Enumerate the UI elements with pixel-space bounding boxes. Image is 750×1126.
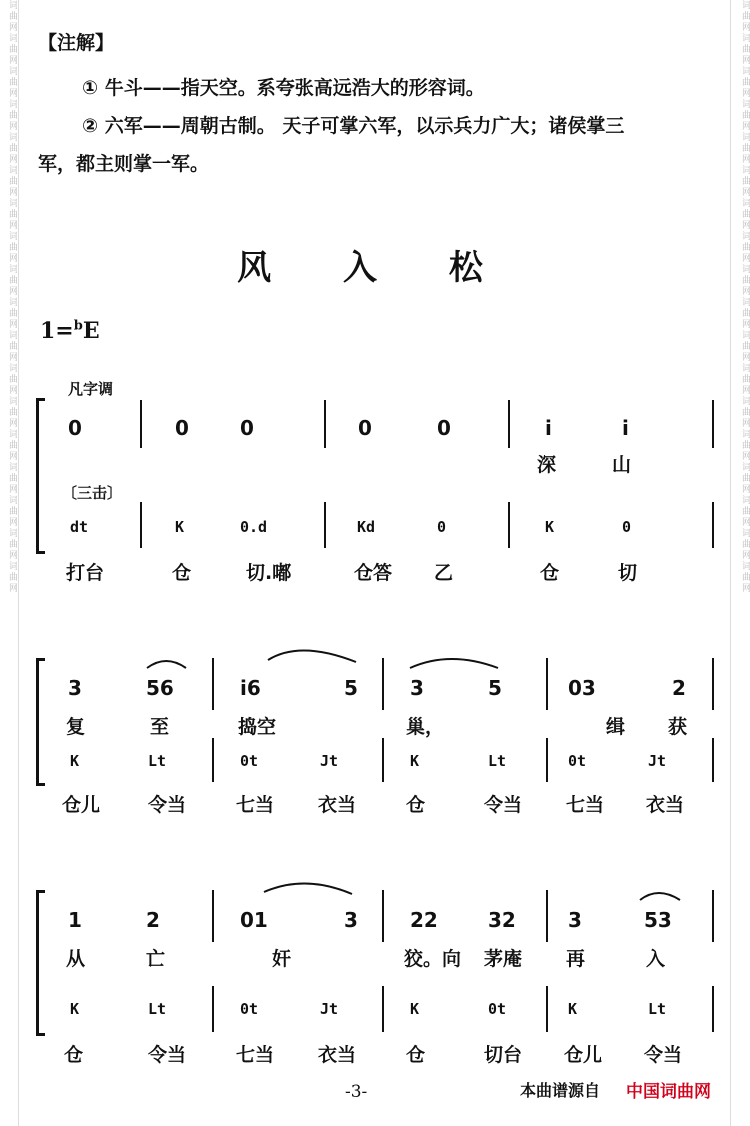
barline [212,890,214,942]
song-title: 风 入 松 [237,248,513,288]
barline [382,890,384,942]
percussion-symbol: Kd [357,518,376,536]
watermark-right: 词曲网词曲网词曲网词曲网词曲网词曲网词曲网词曲网词曲网词曲网词曲网词曲网词曲网词曲网词曲网词曲网词曲网词曲网 [740,0,750,594]
lyric: 入 [646,948,666,970]
percussion-word: 令当 [148,1044,187,1066]
barline [546,986,548,1032]
percussion-symbol: Jt [648,752,667,770]
key-signature: 1=$^b$E [40,318,100,344]
note: 0 [358,416,372,440]
percussion-symbol: K [568,1000,578,1018]
note: i [622,416,629,440]
percussion-symbol: 0t [488,1000,507,1018]
note: i [545,416,552,440]
barline [546,890,548,942]
percussion-symbol: K [70,752,80,770]
barline [712,986,714,1032]
percussion-word: 打台 [66,562,105,584]
note: 01 [240,908,268,932]
note: 32 [488,908,516,932]
lyric: 亡 [146,948,166,970]
lyric: 从 [66,948,86,970]
percussion-symbol: K [410,1000,420,1018]
percussion-symbol: K [410,752,420,770]
note: 3 [68,676,82,700]
percussion-word: 令当 [484,794,523,816]
note: 56 [146,676,174,700]
percussion-symbol: 0t [240,1000,259,1018]
watermark-left: 词曲网词曲网词曲网词曲网词曲网词曲网词曲网词曲网词曲网词曲网词曲网词曲网词曲网词曲网词曲网词曲网词曲网词曲网 [7,0,17,594]
annotation-note-2-cont: 军，都主则掌一军。 [38,153,210,175]
percussion-word: 仓 [406,1044,426,1066]
percussion-word: 衣当 [318,1044,357,1066]
note: 2 [146,908,160,932]
note: 03 [568,676,596,700]
lyric: 捣空 [238,716,277,738]
percussion-word: 仓 [406,794,426,816]
percussion-symbol: 0 [437,518,447,536]
lyric: 山 [612,454,632,476]
percussion-word: 切 [618,562,638,584]
note: 3 [344,908,358,932]
annotation-note-2: ② 六军——周朝古制。 天子可掌六军，以示兵力广大；诸侯掌三 [82,115,625,137]
percussion-symbol: Jt [320,752,339,770]
percussion-symbol: dt [70,518,89,536]
percussion-symbol: K [545,518,555,536]
percussion-symbol: 0t [568,752,587,770]
percussion-word: 乙 [434,562,454,584]
lyric: 奸 [272,948,292,970]
note: 0 [240,416,254,440]
note: 3 [410,676,424,700]
percussion-word: 仓儿 [564,1044,603,1066]
note: 0 [175,416,189,440]
lyric: 再 [566,948,586,970]
percussion-word: 仓 [64,1044,84,1066]
percussion-symbol: K [175,518,185,536]
percussion-word: 七当 [236,1044,275,1066]
page-number: -3- [345,1082,368,1102]
percussion-word: 衣当 [646,794,685,816]
barline [212,986,214,1032]
mode-label: 凡字调 [68,380,114,398]
note: 1 [68,908,82,932]
percussion-word: 切.嘟 [246,562,292,584]
note: 0 [68,416,82,440]
percussion-symbol: Lt [148,752,167,770]
percussion-symbol: 0.d [240,518,268,536]
lyric: 至 [150,716,170,738]
annotation-heading: 【注解】 [38,32,115,54]
percussion-word: 仓答 [354,562,393,584]
percussion-label: 〔三击〕 [62,484,123,502]
lyric: 获 [668,716,688,738]
percussion-word: 七当 [236,794,275,816]
note: i6 [240,676,261,700]
percussion-word: 切台 [484,1044,523,1066]
percussion-word: 仓 [540,562,560,584]
brand-link[interactable]: 中国词曲网 [626,1082,711,1102]
percussion-word: 七当 [566,794,605,816]
percussion-word: 仓儿 [62,794,101,816]
lyric: 复 [66,716,86,738]
percussion-symbol: K [70,1000,80,1018]
lyric: 缉 [606,716,626,738]
barline [382,986,384,1032]
percussion-symbol: 0 [622,518,632,536]
note: 3 [568,908,582,932]
percussion-symbol: Lt [488,752,507,770]
note: 22 [410,908,438,932]
percussion-symbol: Jt [320,1000,339,1018]
lyric: 深 [537,454,557,476]
note: 53 [644,908,672,932]
system-brace [36,890,45,1036]
note: 0 [437,416,451,440]
barline [712,890,714,942]
note: 5 [488,676,502,700]
percussion-word: 仓 [172,562,192,584]
percussion-word: 衣当 [318,794,357,816]
note: 5 [344,676,358,700]
lyric: 巢， [406,716,445,738]
source-label: 本曲谱源自 [520,1081,601,1100]
percussion-symbol: Lt [648,1000,667,1018]
note: 2 [672,676,686,700]
percussion-symbol: 0t [240,752,259,770]
percussion-word: 令当 [148,794,187,816]
lyric: 狡。向 [404,948,462,970]
lyric: 茅庵 [484,948,523,970]
annotation-note-1: ① 牛斗——指天空。系夸张高远浩大的形容词。 [82,77,485,99]
percussion-symbol: Lt [148,1000,167,1018]
percussion-word: 令当 [644,1044,683,1066]
